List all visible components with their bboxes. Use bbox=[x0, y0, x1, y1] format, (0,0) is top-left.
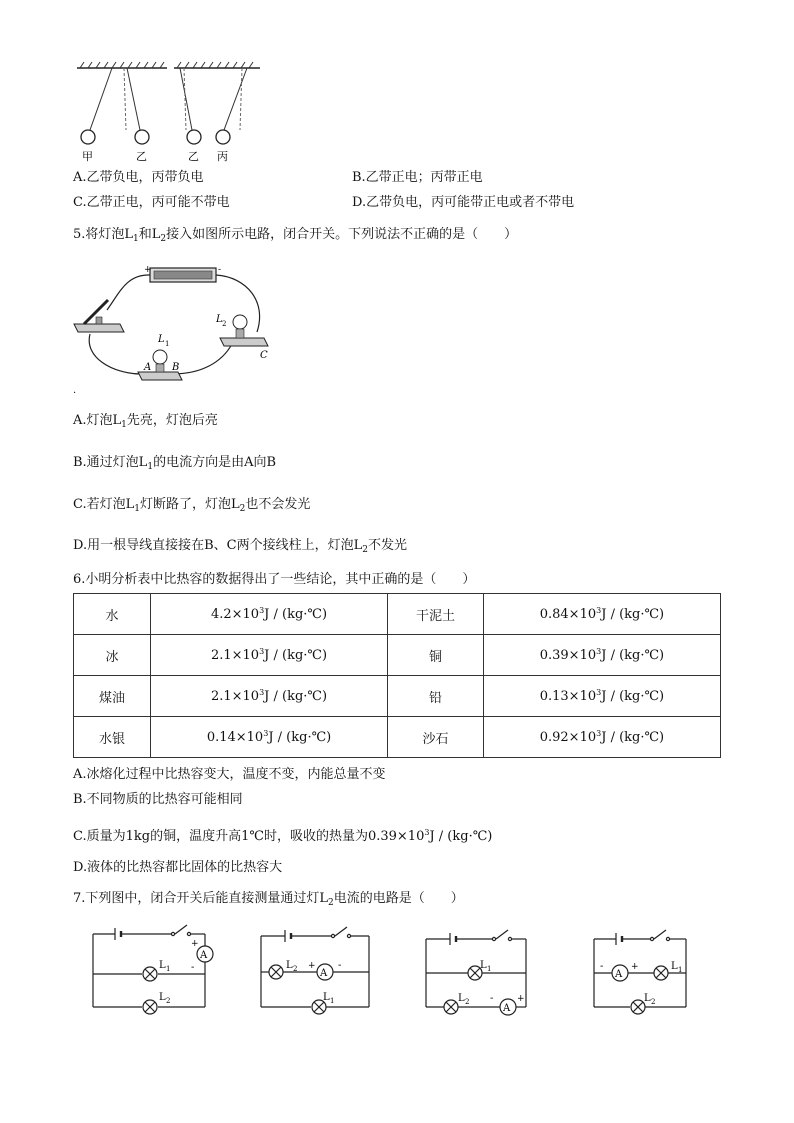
q4-option-a[interactable]: A.乙带负电，丙带负电 bbox=[73, 170, 204, 185]
q6-option-b[interactable]: B.不同物质的比热容可能相同 bbox=[73, 792, 243, 807]
table-row: 冰 $2.1\times 10^3J$ / (kg·℃) 铜 $0.39\times 10^3J$ / (kg·℃) bbox=[74, 635, 721, 676]
svg-text:2: 2 bbox=[651, 998, 656, 1006]
q7-stem: 7.下列图中，闭合开关后能直接测量通过灯$L_2$电流的电路是（ ） bbox=[73, 891, 464, 908]
q5-option-c[interactable]: C.若灯泡$L_1$灯断路了，灯泡$L_2$也不会发光 bbox=[73, 497, 311, 514]
svg-text:2: 2 bbox=[465, 998, 470, 1006]
figure-dot: · bbox=[73, 388, 77, 399]
svg-text:+: + bbox=[191, 939, 199, 949]
ball-label-yi-2: 乙 bbox=[188, 150, 199, 163]
svg-text:1: 1 bbox=[166, 965, 171, 973]
q6-stem: 6.小明分析表中比热容的数据得出了一些结论，其中正确的是（ ） bbox=[73, 572, 476, 587]
table-row: 煤油 $2.1\times 10^3J$ / (kg·℃) 铅 $0.13\times 10^3J$ / (kg·℃) bbox=[74, 676, 721, 717]
svg-text:L: L bbox=[159, 992, 166, 1003]
q5-stem: 5.将灯泡$L_1$和$L_2$接入如图所示电路，闭合开关。下列说法不正确的是（ ） bbox=[73, 227, 518, 244]
table-row: 水银 $0.14\times 10^3J$ / (kg·℃) 沙石 $0.92\times 10^3J$ / (kg·℃) bbox=[74, 717, 721, 758]
svg-text:2: 2 bbox=[293, 965, 298, 973]
svg-text:2: 2 bbox=[166, 997, 171, 1005]
svg-text:A: A bbox=[320, 968, 328, 979]
svg-text:L: L bbox=[286, 960, 293, 971]
svg-text:A: A bbox=[144, 362, 152, 373]
q4-option-b[interactable]: B.乙带正电；丙带正电 bbox=[352, 170, 483, 185]
svg-text:1: 1 bbox=[330, 997, 335, 1005]
svg-text:-: - bbox=[338, 960, 342, 971]
svg-text:+: + bbox=[144, 265, 152, 275]
svg-text:L: L bbox=[671, 961, 678, 972]
svg-text:-: - bbox=[600, 961, 604, 972]
svg-text:L: L bbox=[458, 993, 465, 1004]
svg-text:2: 2 bbox=[222, 320, 227, 328]
svg-text:+: + bbox=[308, 961, 316, 971]
svg-text:-: - bbox=[490, 993, 494, 1004]
svg-text:-: - bbox=[191, 962, 195, 973]
svg-text:L: L bbox=[644, 993, 651, 1004]
svg-text:L: L bbox=[323, 992, 330, 1003]
svg-text:-: - bbox=[218, 265, 222, 275]
q6-option-c[interactable]: C.质量为1kg的铜，温度升高1℃时，吸收的热量为$0.39\times 10^3J$ / (kg·℃) bbox=[73, 828, 493, 844]
svg-text:L: L bbox=[480, 960, 487, 971]
q5-circuit-figure bbox=[72, 262, 282, 390]
svg-text:A: A bbox=[503, 1003, 511, 1014]
q5-option-d[interactable]: D.用一根导线直接接在B、C两个接线柱上，灯泡$L_2$不发光 bbox=[73, 538, 407, 555]
svg-text:1: 1 bbox=[678, 966, 683, 974]
svg-text:1: 1 bbox=[487, 965, 492, 973]
svg-text:L: L bbox=[159, 960, 166, 971]
svg-text:B: B bbox=[172, 362, 180, 373]
table-row: 水 $4.2\times 10^3J$ / (kg·℃) 干泥土 $0.84\times 10^3J$ / (kg·℃) bbox=[74, 594, 721, 635]
svg-text:+: + bbox=[631, 962, 639, 972]
ball-label-bing: 丙 bbox=[217, 150, 228, 163]
q7-circuit-b[interactable] bbox=[255, 922, 375, 1022]
q6-option-d[interactable]: D.液体的比热容都比固体的比热容大 bbox=[73, 860, 283, 875]
q5-option-a[interactable]: A.灯泡$L_1$先亮，灯泡后亮 bbox=[73, 413, 218, 430]
svg-text:L: L bbox=[216, 314, 223, 325]
svg-text:L: L bbox=[158, 334, 165, 345]
specific-heat-table bbox=[73, 593, 721, 758]
q6-option-a[interactable]: A.冰熔化过程中比热容变大，温度不变，内能总量不变 bbox=[73, 767, 386, 782]
svg-text:1: 1 bbox=[165, 340, 170, 348]
svg-text:C: C bbox=[260, 350, 268, 361]
q4-option-d[interactable]: D.乙带负电，丙可能带正电或者不带电 bbox=[352, 195, 575, 210]
ball-label-yi: 乙 bbox=[136, 150, 147, 163]
svg-text:+: + bbox=[517, 994, 525, 1004]
q7-circuit-c[interactable] bbox=[420, 925, 540, 1025]
svg-text:A: A bbox=[200, 950, 208, 961]
svg-text:A: A bbox=[615, 969, 623, 980]
ball-label-jia: 甲 bbox=[82, 150, 93, 163]
q7-circuit-a[interactable] bbox=[85, 922, 220, 1022]
q7-circuit-d[interactable] bbox=[588, 925, 698, 1025]
q5-option-b[interactable]: B.通过灯泡$L_1$的电流方向是由A向B bbox=[73, 455, 277, 472]
q4-figure bbox=[72, 60, 272, 165]
q4-option-c[interactable]: C.乙带正电，丙可能不带电 bbox=[73, 195, 230, 210]
